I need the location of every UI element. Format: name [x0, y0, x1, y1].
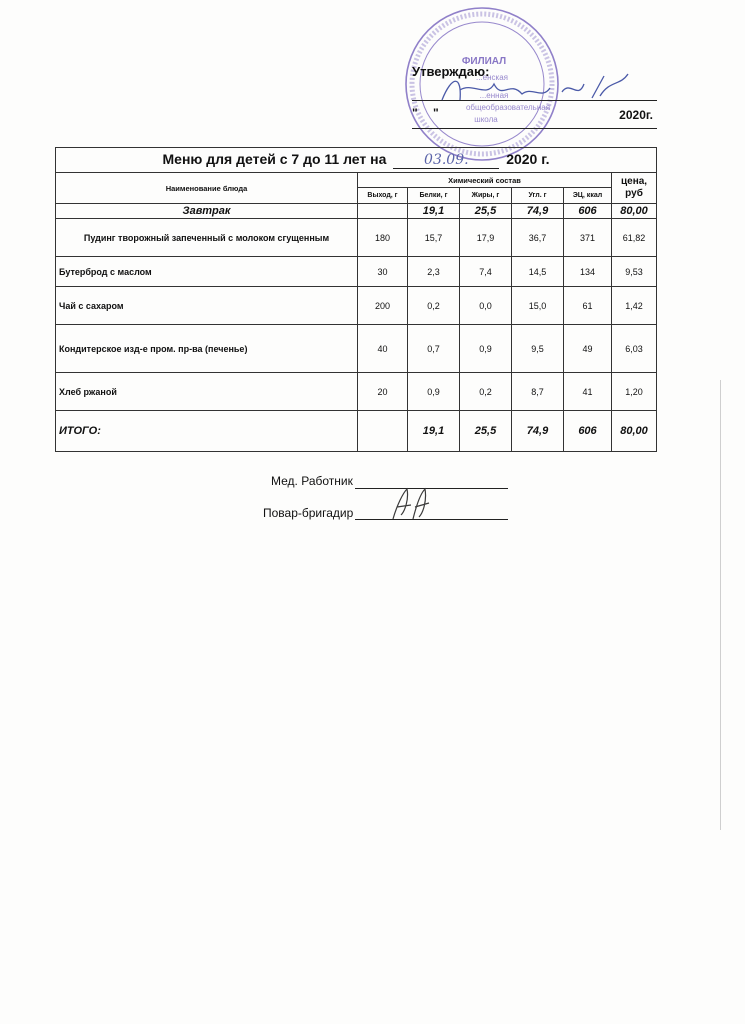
- table-row: [56, 325, 657, 373]
- header-carbs: Угл. г: [512, 188, 564, 204]
- dish-yield: 200: [358, 287, 408, 325]
- dish-energy: 61: [564, 287, 612, 325]
- dish-name: Чай с сахаром: [56, 287, 358, 325]
- dish-fat: 0,0: [460, 287, 512, 325]
- cook-signature: [385, 485, 435, 525]
- scan-edge: [720, 380, 721, 830]
- approval-date-quotes: " ": [412, 106, 445, 120]
- dish-protein: 0,7: [408, 325, 460, 373]
- stamp-line4: общеобразовательная: [465, 103, 551, 112]
- dish-yield: 40: [358, 325, 408, 373]
- dish-protein: 0,2: [408, 287, 460, 325]
- dish-carbs: 14,5: [512, 257, 564, 287]
- dish-price: 61,82: [612, 219, 657, 257]
- approval-label: Утверждаю:: [412, 64, 490, 79]
- table-row: [56, 287, 657, 325]
- dish-price: 1,42: [612, 287, 657, 325]
- approval-year: 2020г.: [619, 108, 653, 122]
- dish-protein: 0,9: [408, 373, 460, 411]
- dish-energy: 49: [564, 325, 612, 373]
- total-price: 80,00: [612, 411, 657, 452]
- dish-name: Кондитерское изд-е пром. пр-ва (печенье): [56, 325, 358, 373]
- header-fat: Жиры, г: [460, 188, 512, 204]
- total-label: ИТОГО:: [56, 411, 358, 452]
- title-prefix: Меню для детей с 7 до 11 лет на: [162, 151, 387, 167]
- section-yield: [358, 204, 408, 219]
- stamp-center: ФИЛИАЛ: [461, 56, 507, 67]
- menu-title: [56, 148, 657, 173]
- stamp-line2: ...енская: [476, 73, 508, 82]
- dish-yield: 30: [358, 257, 408, 287]
- dish-name: Бутерброд с маслом: [56, 257, 358, 287]
- table-row: [56, 219, 657, 257]
- cook-label: Повар-бригадир: [263, 506, 354, 520]
- dish-fat: 7,4: [460, 257, 512, 287]
- total-row: [56, 411, 657, 452]
- table-row: [56, 257, 657, 287]
- total-protein: 19,1: [408, 411, 460, 452]
- header-dish-name: Наименование блюда: [56, 173, 358, 204]
- dish-protein: 15,7: [408, 219, 460, 257]
- dish-price: 9,53: [612, 257, 657, 287]
- dish-carbs: 8,7: [512, 373, 564, 411]
- section-energy: 606: [564, 204, 612, 219]
- dish-carbs: 9,5: [512, 325, 564, 373]
- title-suffix: 2020 г.: [506, 151, 550, 167]
- dish-carbs: 15,0: [512, 287, 564, 325]
- title-row: [56, 148, 657, 173]
- dish-energy: 41: [564, 373, 612, 411]
- header-chemical: Химический состав: [358, 173, 612, 188]
- title-date: 03.09.: [393, 152, 499, 169]
- dish-energy: 134: [564, 257, 612, 287]
- section-name: Завтрак: [56, 204, 358, 219]
- total-energy: 606: [564, 411, 612, 452]
- header-row: [56, 173, 657, 188]
- table-row: [56, 373, 657, 411]
- dish-price: 6,03: [612, 325, 657, 373]
- dish-fat: 0,2: [460, 373, 512, 411]
- dish-name: Хлеб ржаной: [56, 373, 358, 411]
- section-carbs: 74,9: [512, 204, 564, 219]
- total-fat: 25,5: [460, 411, 512, 452]
- dish-yield: 20: [358, 373, 408, 411]
- approval-signature: [432, 70, 632, 110]
- dish-fat: 17,9: [460, 219, 512, 257]
- dish-fat: 0,9: [460, 325, 512, 373]
- dish-yield: 180: [358, 219, 408, 257]
- section-fat: 25,5: [460, 204, 512, 219]
- stamp-line3: ...енная: [479, 91, 509, 100]
- dish-name: Пудинг творожный запеченный с молоком сгущенным: [56, 219, 358, 257]
- section-protein: 19,1: [408, 204, 460, 219]
- header-energy: ЭЦ, ккал: [564, 188, 612, 204]
- header-price: цена, руб: [612, 173, 657, 204]
- approval-date-line: [412, 128, 657, 129]
- dish-protein: 2,3: [408, 257, 460, 287]
- dish-price: 1,20: [612, 373, 657, 411]
- approval-block: [412, 60, 657, 132]
- section-row: [56, 204, 657, 219]
- header-protein: Белки, г: [408, 188, 460, 204]
- menu-table: [55, 147, 657, 452]
- header-yield: Выход, г: [358, 188, 408, 204]
- total-yield: [358, 411, 408, 452]
- medic-label: Мед. Работник: [271, 474, 353, 488]
- stamp-line5: школа: [474, 115, 498, 124]
- total-carbs: 74,9: [512, 411, 564, 452]
- dish-energy: 371: [564, 219, 612, 257]
- section-price: 80,00: [612, 204, 657, 219]
- dish-carbs: 36,7: [512, 219, 564, 257]
